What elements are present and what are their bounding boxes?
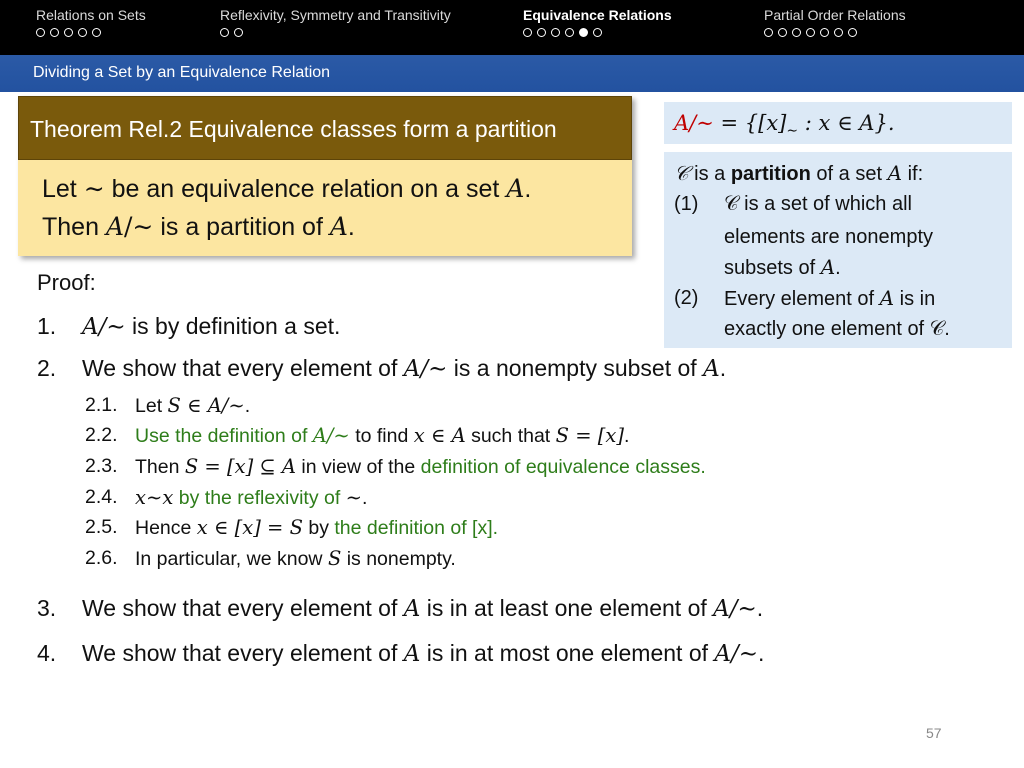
nav-dots[interactable]	[764, 28, 906, 37]
math: A	[105, 212, 124, 241]
slide-dot[interactable]	[593, 28, 602, 37]
math: A	[403, 596, 421, 622]
text: be an equivalence relation on a set	[104, 175, 507, 203]
text: Then	[42, 213, 106, 241]
nav-section-title: Relations on Sets	[36, 7, 146, 23]
math: A	[820, 255, 836, 279]
math: S = [x]	[555, 424, 624, 447]
math: A/∼	[713, 596, 757, 622]
subsection-title: Dividing a Set by an Equivalence Relation	[33, 64, 331, 81]
text: is nonempty.	[341, 548, 456, 570]
step-number: 2.2.	[85, 424, 118, 446]
text: Then	[135, 456, 185, 478]
text: of a set	[810, 163, 888, 185]
slide-dot[interactable]	[523, 28, 532, 37]
text: partition	[730, 163, 811, 185]
text: .	[758, 640, 765, 666]
proof-heading: Proof:	[37, 270, 96, 295]
math: ∼	[83, 174, 105, 203]
math: x ∈ [x] = S	[196, 516, 303, 539]
text: .	[835, 257, 841, 279]
partition-item-1	[674, 189, 1012, 219]
step-number: 2.	[37, 355, 57, 381]
step-number: 2.4.	[85, 486, 118, 508]
text: In particular, we know	[135, 548, 328, 570]
slide-dot[interactable]	[551, 28, 560, 37]
slide-dot[interactable]	[537, 28, 546, 37]
text: 𝒞 is a set of which all	[724, 193, 912, 215]
math: S = [x] ⊆ A	[184, 455, 297, 478]
slide-dot[interactable]	[764, 28, 773, 37]
slide-dot[interactable]	[778, 28, 787, 37]
text: is in at least one element of	[420, 595, 714, 621]
step-number: 2.5.	[85, 516, 118, 538]
text: by	[302, 517, 335, 539]
partition-item-2	[674, 283, 1012, 314]
partition-intro	[674, 158, 1012, 189]
math: /∼	[124, 212, 154, 241]
text: to find	[349, 425, 414, 447]
text: We show that every element of	[82, 355, 404, 381]
math: A	[506, 174, 525, 203]
nav-section-title: Equivalence Relations	[523, 7, 672, 23]
text: subsets of	[724, 257, 821, 279]
item-number: (1)	[674, 193, 699, 215]
step-number: 4.	[37, 640, 57, 666]
nav-section-equivalence-relations[interactable]	[523, 7, 672, 37]
text: is a nonempty subset of	[447, 355, 704, 381]
math: S ∈ A/∼	[167, 394, 245, 417]
slide-dot[interactable]	[92, 28, 101, 37]
math: A/∼	[312, 424, 350, 447]
text: if:	[902, 163, 924, 185]
theorem-box	[18, 96, 632, 256]
math: ∼	[345, 486, 363, 509]
nav-dots[interactable]	[36, 28, 146, 37]
text: Let	[135, 395, 168, 417]
text: Use the definition of	[135, 425, 313, 447]
text: .	[623, 425, 630, 447]
math: = {[x]	[713, 111, 787, 135]
math: x ∈ A	[413, 424, 466, 447]
text: .	[700, 456, 706, 478]
text: elements are nonempty	[724, 226, 934, 248]
math: S	[327, 547, 342, 570]
text: We show that every element of	[82, 640, 404, 666]
text: is a partition of	[153, 213, 330, 241]
text: .	[244, 395, 251, 417]
nav-section-title: Partial Order Relations	[764, 7, 906, 23]
text: such that	[465, 425, 556, 447]
slide-dot[interactable]	[792, 28, 801, 37]
math: A	[329, 212, 348, 241]
slide-dot[interactable]	[820, 28, 829, 37]
math: A	[703, 356, 720, 382]
text: .	[347, 213, 355, 241]
slide-dot[interactable]	[834, 28, 843, 37]
text-line	[674, 252, 1012, 283]
nav-section-title: Reflexivity, Symmetry and Transitivity	[220, 7, 451, 23]
page-number: 57	[926, 725, 942, 741]
slide-dot[interactable]	[220, 28, 229, 37]
nav-section-partial-order[interactable]	[764, 7, 906, 37]
text: is in	[894, 288, 936, 310]
text: Hence	[135, 517, 197, 539]
math: ∼	[786, 123, 799, 140]
math: A	[887, 161, 903, 185]
slide-dot[interactable]	[78, 28, 87, 37]
text: We show that every element of	[82, 595, 404, 621]
slide-dot[interactable]	[36, 28, 45, 37]
text: .	[524, 175, 532, 203]
math: A/∼	[82, 314, 126, 340]
nav-section-relations-on-sets[interactable]	[36, 7, 146, 37]
current-slide-dot[interactable]	[579, 28, 588, 37]
slide-dot[interactable]	[806, 28, 815, 37]
slide-dot[interactable]	[50, 28, 59, 37]
slide-dot[interactable]	[565, 28, 574, 37]
text: is a	[688, 163, 731, 185]
math: A	[403, 641, 421, 667]
math: : x ∈ A}.	[798, 111, 895, 135]
math: 𝒞	[674, 161, 689, 185]
text: is in at most one element of	[420, 640, 715, 666]
step-number: 1.	[37, 313, 57, 339]
theorem-statement	[18, 160, 632, 256]
math: A/∼	[674, 111, 714, 135]
math: x∼x	[135, 486, 174, 509]
quotient-set-definition	[664, 102, 1012, 144]
nav-section-reflexivity[interactable]	[220, 7, 451, 37]
math: A/∼	[403, 356, 448, 382]
nav-dots[interactable]	[523, 28, 672, 37]
text: in view of the	[296, 456, 421, 478]
partition-definition-box	[664, 152, 1012, 348]
text: Let	[42, 175, 84, 203]
slide-dot[interactable]	[234, 28, 243, 37]
theorem-line-2	[42, 208, 632, 246]
text: definition of equivalence classes	[420, 456, 701, 478]
step-number: 2.3.	[85, 455, 118, 477]
math: A/∼	[714, 641, 759, 667]
item-number: (2)	[674, 287, 699, 309]
section-navigation-bar	[0, 0, 1024, 55]
text: the definition of [x].	[334, 517, 499, 539]
text: by the reflexivity of	[173, 487, 346, 509]
text: .	[756, 595, 764, 621]
text: Every element of	[724, 288, 880, 310]
slide-dot[interactable]	[64, 28, 73, 37]
slide-dot[interactable]	[848, 28, 857, 37]
text: .	[362, 487, 368, 509]
math: A	[879, 286, 895, 310]
step-number: 3.	[37, 595, 57, 621]
theorem-title: Theorem Rel.2 Equivalence classes form a partition	[18, 96, 632, 160]
nav-dots[interactable]	[220, 28, 451, 37]
theorem-line-1	[42, 170, 632, 208]
subsection-bar	[0, 55, 1024, 92]
text: .	[719, 355, 727, 381]
text: is by definition a set.	[125, 313, 341, 339]
step-number: 2.1.	[85, 394, 118, 416]
text: exactly one element of 𝒞.	[724, 318, 950, 340]
step-number: 2.6.	[85, 547, 118, 569]
